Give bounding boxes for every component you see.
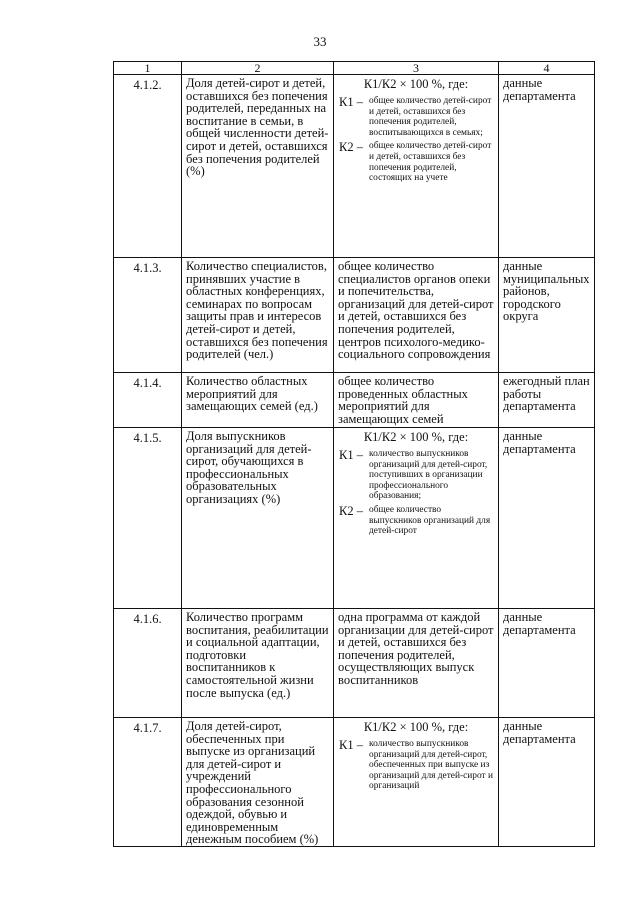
data-source: данные департамента bbox=[499, 428, 595, 609]
data-source: данные департамента bbox=[499, 75, 595, 258]
row-number: 4.1.3. bbox=[114, 258, 182, 373]
calculation-method bbox=[334, 428, 499, 609]
table-row bbox=[114, 609, 595, 718]
formula-definition bbox=[336, 738, 496, 792]
calculation-method bbox=[334, 718, 499, 847]
data-source: данные муниципальных районов, городского округа bbox=[499, 258, 595, 373]
definition-key: К1 – bbox=[339, 95, 363, 109]
table-row bbox=[114, 428, 595, 609]
column-header: 2 bbox=[182, 62, 334, 75]
definition-text: общее количество детей-сирот и детей, оставшихся без попечения родителей, воспитывающихся в семьях; bbox=[369, 96, 492, 138]
formula-definition bbox=[336, 95, 496, 138]
row-number: 4.1.7. bbox=[114, 718, 182, 847]
formula: К1/К2 × 100 %, где: bbox=[363, 720, 469, 734]
data-source: данные департамента bbox=[499, 609, 595, 718]
column-header: 4 bbox=[499, 62, 595, 75]
definition-text: количество выпускников организаций для детей-сирот, поступивших в организации профессионального образования; bbox=[369, 449, 488, 502]
indicator-name: Доля детей-сирот, обеспеченных при выпуске из организаций для детей-сирот и учреждений профессионального образования сезонной одеждой, обувью и единовременным денежным пособием (%) bbox=[182, 718, 334, 847]
calculation-method: общее количество специалистов органов опеки и попечительства, организаций для детей-сирот и детей, оставшихся без попечения родителей, центров психолого-медико-социального сопровождения bbox=[334, 258, 499, 373]
table-row bbox=[114, 258, 595, 373]
calculation-method: общее количество проведенных областных мероприятий для замещающих семей bbox=[334, 373, 499, 428]
indicator-name: Доля выпускников организаций для детей-сирот, обучающихся в профессиональных образовательных организациях (%) bbox=[182, 428, 334, 609]
formula-definition bbox=[336, 504, 496, 537]
definition-key: К1 – bbox=[339, 738, 363, 752]
column-header: 3 bbox=[334, 62, 499, 75]
indicators-table bbox=[113, 61, 595, 847]
data-source: ежегодный план работы департамента bbox=[499, 373, 595, 428]
row-number: 4.1.4. bbox=[114, 373, 182, 428]
definition-text: количество выпускников организаций для детей-сирот, обеспеченных при выпуске из организаций для детей-сирот и организаций bbox=[369, 739, 493, 792]
formula: К1/К2 × 100 %, где: bbox=[363, 430, 469, 444]
page-number: 33 bbox=[313, 34, 327, 49]
indicator-name: Доля детей-сирот и детей, оставшихся без попечения родителей, переданных на воспитание в семьи, в общей численности детей-сирот и детей, оставшихся без попечения родителей (%) bbox=[182, 75, 334, 258]
definition-key: К2 – bbox=[339, 503, 363, 518]
indicator-name: Количество областных мероприятий для замещающих семей (ед.) bbox=[182, 373, 334, 428]
definition-key: К2 – bbox=[339, 140, 363, 155]
formula-definition bbox=[336, 140, 496, 183]
formula: К1/К2 × 100 %, где: bbox=[363, 77, 469, 91]
indicator-name: Количество программ воспитания, реабилитации и социальной адаптации, подготовки воспитанников к самостоятельной жизни после выпуска (ед.) bbox=[182, 609, 334, 718]
calculation-method bbox=[334, 75, 499, 258]
data-source: данные департамента bbox=[499, 718, 595, 847]
definition-key: К1 – bbox=[339, 448, 363, 462]
row-number: 4.1.2. bbox=[114, 75, 182, 258]
calculation-method: одна программа от каждой организации для детей-сирот и детей, оставшихся без попечения родителей, осуществляющих выпуск воспитанников bbox=[334, 609, 499, 718]
definition-text: общее количество выпускников организаций для детей-сирот bbox=[369, 504, 491, 537]
definition-text: общее количество детей-сирот и детей, оставшихся без попечения родителей, состоящих на учете bbox=[369, 141, 492, 184]
column-header: 1 bbox=[114, 62, 182, 75]
formula-definition bbox=[336, 448, 496, 502]
table-row bbox=[114, 373, 595, 428]
row-number: 4.1.6. bbox=[114, 609, 182, 718]
table-row bbox=[114, 75, 595, 258]
row-number: 4.1.5. bbox=[114, 428, 182, 609]
table-header-row bbox=[114, 62, 595, 75]
indicator-name: Количество специалистов, принявших участие в областных конференциях, семинарах по вопросам защиты прав и интересов детей-сирот и детей, оставшихся без попечения родителей (чел.) bbox=[182, 258, 334, 373]
table-row bbox=[114, 718, 595, 847]
